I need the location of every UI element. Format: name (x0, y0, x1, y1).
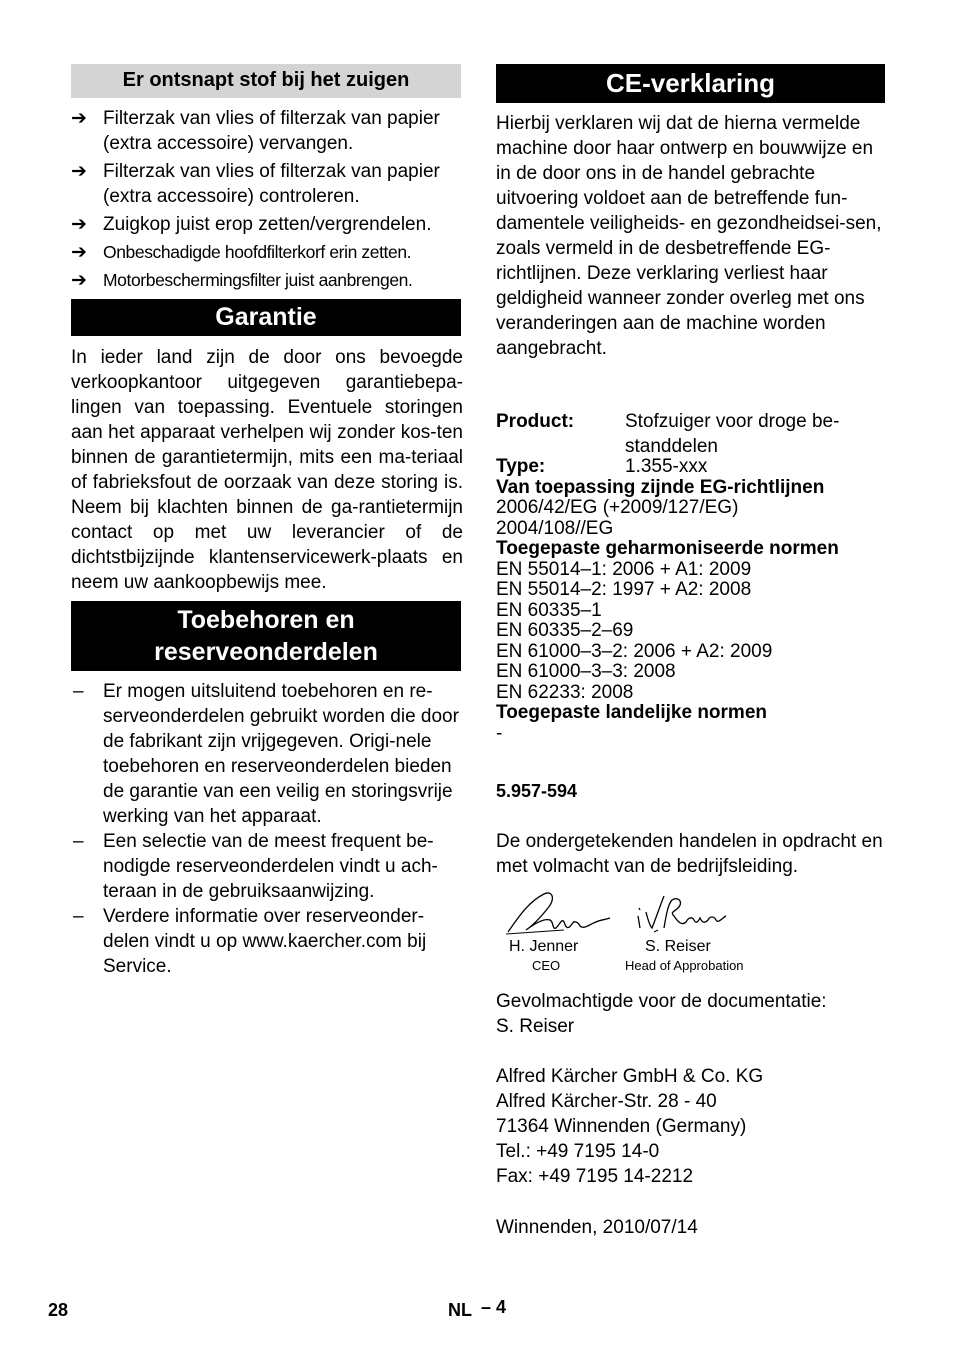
signatory-name: H. Jenner (509, 938, 579, 955)
norm-item: EN 55014–1: 2006 + A1: 2009 (496, 559, 752, 580)
ce-heading: CE-verklaring (496, 64, 885, 103)
arrow-icon: ➔ (71, 108, 87, 129)
list-item: ➔ Zuigkop juist erop zetten/vergrendelen. (71, 214, 432, 235)
ce-text: Hierbij verklaren wij dat de hierna vermelde machine door haar ontwerp en bouwwijze en in de door ons in de handel gebrachte uitvoering voldoet aan de betreffende fun-damentele veiligheids- en gezondheidsei-sen, zoals vermeld in de desbetreffende EG-richtlijnen. Deze verklaring verliest haar geldigheid wanneer zonder overleg met ons veranderingen aan de machine worden aangebracht. (496, 113, 882, 359)
signatory-role: CEO (532, 958, 561, 973)
signature-jenner-icon (504, 888, 614, 940)
norm-item: EN 55014–2: 1997 + A2: 2008 (496, 579, 752, 600)
doc-representative: Gevolmachtigde voor de documentatie: S. Reiser (496, 991, 827, 1037)
page-number: 28 (48, 1300, 69, 1320)
dust-list (71, 106, 463, 293)
accessories-heading: Toebehoren en reserveonderdelen (71, 601, 461, 671)
harmonised-heading: Toegepaste geharmoniseerde normen (496, 538, 839, 559)
list-item: ➔ Motorbeschermingsfilter juist aanbrengen. (71, 270, 413, 291)
list-item: ➔ Filterzak van vlies of filterzak van papier (extra accessoire) vervangen. (71, 108, 440, 154)
arrow-icon: ➔ (71, 214, 87, 235)
list-item: – Een selectie van de meest frequent be-nodigde reserveonderdelen vindt u ach-teraan in de gebruiksaanwijzing. (73, 831, 438, 902)
product-row: Product: Stofzuiger voor droge be- standdelen (496, 411, 840, 457)
address-block: Alfred Kärcher GmbH & Co. KG Alfred Kärcher-Str. 28 - 40 71364 Winnenden (Germany) Tel.: +49 7195 14-0 Fax: +49 7195 14-2212 (496, 1066, 764, 1187)
sub-page-number: – 4 (481, 1297, 507, 1317)
norm-item: EN 62233: 2008 (496, 682, 634, 703)
directive-item: 2006/42/EG (+2009/127/EG) (496, 497, 739, 518)
type-row: Type: 1.355-xxx (496, 456, 708, 477)
doc-number: 5.957-594 (496, 781, 578, 801)
warranty-heading: Garantie (71, 299, 461, 336)
arrow-icon: ➔ (71, 242, 87, 263)
norm-item: EN 60335–2–69 (496, 620, 634, 641)
directive-item: 2004/108//EG (496, 518, 614, 539)
signatory-role: Head of Approbation (625, 958, 744, 973)
list-item: ➔ Onbeschadigde hoofdfilterkorf erin zetten. (71, 242, 412, 263)
national-value: - (496, 723, 503, 744)
signatory-name: S. Reiser (645, 938, 711, 955)
accessories-list (71, 679, 463, 979)
list-item: – Er mogen uitsluitend toebehoren en re-serveonderdelen gebruikt worden die door de fabrikant zijn vrijgegeven. Origi-nele toebehoren en reserveonderdelen bieden de garantie van een veilig en storingsvrije werking van het apparaat. (73, 681, 459, 827)
directives-heading: Van toepassing zijnde EG-richtlijnen (496, 477, 825, 498)
dust-heading: Er ontsnapt stof bij het zuigen (71, 64, 461, 98)
undersigned-text: De ondergetekenden handelen in opdracht en met volmacht van de bedrijfsleiding. (496, 831, 883, 877)
list-item: – Verdere informatie over reserveonder-delen vindt u op www.kaercher.com bij Service. (73, 906, 427, 977)
national-heading: Toegepaste landelijke normen (496, 702, 768, 723)
norm-item: EN 61000–3–2: 2006 + A2: 2009 (496, 641, 773, 662)
norm-item: EN 61000–3–3: 2008 (496, 661, 676, 682)
warranty-text: In ieder land zijn de door ons bevoegde verkoopkantoor uitgegeven garantiebepa-lingen van toepassing. Eventuele storingen aan het apparaat verhelpen wij zonder kos-ten binnen de garantietermijn, mits een ma-teriaal of fabrieksfout de oorzaak van deze storing is. Neem bij klachten binnen de ga-rantietermijn contact op met uw leverancier of de dichtstbijzijnde klantenservicewerk-plaats en neem uw aankoopbewijs mee. (71, 347, 463, 593)
norm-item: EN 60335–1 (496, 600, 602, 621)
arrow-icon: ➔ (71, 270, 87, 291)
place-date: Winnenden, 2010/07/14 (496, 1217, 698, 1238)
signature-reiser-icon (634, 892, 730, 938)
list-item: ➔ Filterzak van vlies of filterzak van papier (extra accessoire) controleren. (71, 161, 440, 207)
arrow-icon: ➔ (71, 161, 87, 182)
language-code: NL (448, 1300, 472, 1320)
